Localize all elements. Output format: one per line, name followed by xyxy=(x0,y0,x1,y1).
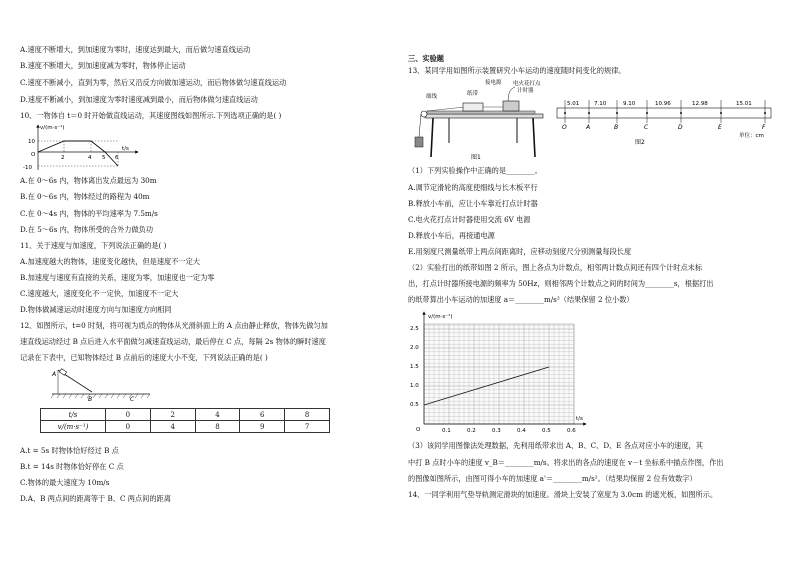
q13-option-b: B.释放小车前，应让小车靠近打点计时器 xyxy=(408,199,538,208)
vt-ylabel: v/(m·s⁻¹) xyxy=(428,314,453,320)
q9-option-d: D.速度不断减小，到加速度为零时速度减到最小，而后物体做匀速直线运动 xyxy=(20,95,258,104)
tape-distance: 5.01 xyxy=(567,101,580,107)
q11-option-b: B.加速度与速度有直接的关系，速度为零，加速度也一定为零 xyxy=(20,273,215,282)
q10-xlabel: t/s xyxy=(122,146,129,152)
table-cell: 9 xyxy=(240,421,285,433)
q13-part2-line1: （2）实验打出的纸带如图 2 所示，图上各点为计数点，相邻两计数点间还有四个计时点未标 xyxy=(408,263,703,272)
q13-part3-line2: 中打 B 点时小车的速度 v_B＝________m/s。将求出的各点的速度在 v－t 坐标系中描点作图，作出 xyxy=(408,458,724,467)
q13-part3-line3: 的图像如图所示，由图可得小车的加速度 a'＝________m/s²。（结果均保留 2 位有效数字） xyxy=(408,474,697,483)
q10-ytick-10: 10 xyxy=(28,139,35,145)
fig2-caption: 图2 xyxy=(635,139,645,146)
tape-distance: 10.96 xyxy=(655,101,671,107)
q9-option-b: B.速度不断增大，到加速度减为零时，物体停止运动 xyxy=(20,61,186,70)
table-cell: 8 xyxy=(195,421,240,433)
q13-option-c: C.电火花打点计时器使用交流 6V 电源 xyxy=(408,215,531,224)
table-cell: 6 xyxy=(240,409,285,421)
vt-xtick: 0.4 xyxy=(517,428,526,434)
q10-ylabel: v/(m·s⁻¹) xyxy=(40,125,65,131)
tape-unit: 单位：cm xyxy=(739,133,764,139)
vt-xtick: 0.2 xyxy=(467,428,476,434)
q10-xtick-5: 5 xyxy=(102,155,106,161)
fig1-label-timer: 电火花打点 xyxy=(513,81,541,87)
q13-option-a: A.调节定滑轮的高度使细线与长木板平行 xyxy=(408,183,538,192)
vt-ytick: 1.0 xyxy=(410,383,419,389)
q13-tape-figure xyxy=(555,96,780,151)
tape-point: C xyxy=(644,124,649,131)
q13-vt-graph xyxy=(402,306,592,436)
q10-origin: O xyxy=(31,152,36,158)
table-cell: 7 xyxy=(285,421,330,433)
q13-apparatus-figure xyxy=(405,77,555,163)
tape-distance: 9.10 xyxy=(623,101,636,107)
q12-option-d: D.A、B 两点间的距离等于 B、C 两点间的距离 xyxy=(20,494,171,503)
tape-distance: 7.10 xyxy=(594,101,607,107)
q14-stem: 14、一同学利用气垫导轨测定滑块的加速度。滑块上安装了宽度为 3.0cm 的遮光板，如图所示。 xyxy=(408,490,718,499)
q12-label-a: A xyxy=(52,371,57,378)
vt-xtick: 0.1 xyxy=(442,428,451,434)
tape-point: B xyxy=(614,124,619,131)
tape-point: D xyxy=(678,124,683,131)
q10-xtick-2: 2 xyxy=(61,155,65,161)
tape-point: F xyxy=(762,124,766,131)
q11-option-c: C.速度越大，速度变化不一定快，加速度不一定大 xyxy=(20,289,179,298)
q12-incline-figure xyxy=(50,366,155,402)
q13-part3-line1: （3）该同学用图像法处理数据，先利用纸带求出 A、B、C、D、E 各点对应小车的速度，其 xyxy=(408,441,703,450)
q13-part2-line3: 的纸带算出小车运动的加速度 a＝________m/s²（结果保留 2 位小数） xyxy=(408,295,634,304)
q10-option-c: C.在 0～4s 内，物体的平均速率为 7.5m/s xyxy=(20,209,158,218)
q10-vt-graph xyxy=(18,122,143,172)
fig1-label-string: 细线 xyxy=(426,94,438,100)
vt-origin: O xyxy=(416,427,421,433)
q10-xtick-6: 6 xyxy=(115,155,119,161)
vt-ytick: 0.5 xyxy=(410,402,419,408)
vt-ytick: 1.5 xyxy=(410,364,419,370)
q13-part1: （1）下列实验操作中正确的是________。 xyxy=(408,166,542,175)
q12-stem-2: 速直线运动经过 B 点后进入水平面做匀减速直线运动，最后停在 C 点，每隔 2s 物体的瞬时速度 xyxy=(20,337,326,346)
table-row-time xyxy=(41,409,330,421)
q9-option-c: C.速度不断减小，直到为零，然后又沿反方向做加速运动，而后物体做匀速直线运动 xyxy=(20,78,287,87)
q12-stem-3: 记录在下表中，已知物体经过 B 点前后的速度大小不变，下列说法正确的是( ) xyxy=(20,353,268,362)
tape-distance: 12.98 xyxy=(692,101,708,107)
q13-part2-line2: 出，打点计时器所接电源的频率为 50Hz，则相邻两个计数点之间的时间为________s，根据打出 xyxy=(408,279,714,288)
q12-label-b: B xyxy=(88,396,93,402)
q10-ytick-neg10: -10 xyxy=(23,165,32,171)
q10-option-d: D.在 5～6s 内，物体所受的合外力做负功 xyxy=(20,225,154,234)
q11-option-a: A.加速度越大的物体，速度变化越快，但是速度不一定大 xyxy=(20,257,200,266)
table-cell: 4 xyxy=(150,421,195,433)
q10-stem: 10、一物体自 t＝0 时开始做直线运动，其速度图线如图所示.下列选项正确的是( ) xyxy=(20,111,282,120)
vt-ytick: 2.0 xyxy=(410,345,419,351)
table-cell: 2 xyxy=(150,409,195,421)
q11-option-d: D.物体做减速运动时速度方向与加速度方向相同 xyxy=(20,305,172,314)
q12-option-b: B.t = 14s 时物体恰好停在 C 点 xyxy=(20,462,124,471)
fig1-label-power: 接电源 xyxy=(485,80,502,86)
tape-point: E xyxy=(718,124,722,131)
section-title: 三、实验题 xyxy=(408,54,444,63)
fig1-label-timer-2: 计时器 xyxy=(517,88,534,94)
vt-xtick: 0.6 xyxy=(567,428,576,434)
fig1-caption: 图1 xyxy=(471,154,481,161)
tape-distance: 15.01 xyxy=(736,101,752,107)
q10-option-a: A.在 0～6s 内，物体离出发点最远为 30m xyxy=(20,176,157,185)
tape-point: A xyxy=(586,124,591,131)
table-cell: v/(m·s⁻¹) xyxy=(41,421,106,433)
table-cell: t/s xyxy=(41,409,106,421)
q12-label-c: C xyxy=(130,396,135,402)
table-cell: 0 xyxy=(106,409,151,421)
q10-option-b: B.在 0～6s 内，物体经过的路程为 40m xyxy=(20,192,150,201)
q9-option-a: A.速度不断增大，到加速度为零时，速度达到最大，而后做匀速直线运动 xyxy=(20,45,251,54)
q13-option-e: E.用刻度尺测量纸带上两点间距离时，应移动刻度尺分别测量每段长度 xyxy=(408,247,632,256)
q13-option-d: D.释放小车后，再接通电源 xyxy=(408,231,495,240)
vt-xlabel: t/s xyxy=(576,416,583,422)
q12-stem-1: 12、如图所示，t=0 时刻，将可视为质点的物体从光滑斜面上的 A 点由静止释放，物体先做匀加 xyxy=(20,321,328,330)
table-row-velocity xyxy=(41,421,330,433)
fig1-label-tape: 纸带 xyxy=(467,91,479,97)
vt-xtick: 0.5 xyxy=(542,428,551,434)
q12-option-a: A.t = 5s 时物体恰好经过 B 点 xyxy=(20,446,119,455)
q11-stem: 11、关于速度与加速度，下列说法正确的是( ) xyxy=(20,241,167,250)
q12-velocity-table xyxy=(40,408,330,433)
tape-point: O xyxy=(562,124,567,131)
vt-ytick: 2.5 xyxy=(410,326,419,332)
q13-intro: 13、某同学用如图所示装置研究小车运动的速度随时间变化的规律。 xyxy=(408,66,626,75)
q10-xtick-4: 4 xyxy=(88,155,92,161)
vt-xtick: 0.3 xyxy=(492,428,501,434)
q12-option-c: C.物体的最大速度为 10m/s xyxy=(20,478,110,487)
table-cell: 0 xyxy=(106,421,151,433)
table-cell: 8 xyxy=(285,409,330,421)
table-cell: 4 xyxy=(195,409,240,421)
